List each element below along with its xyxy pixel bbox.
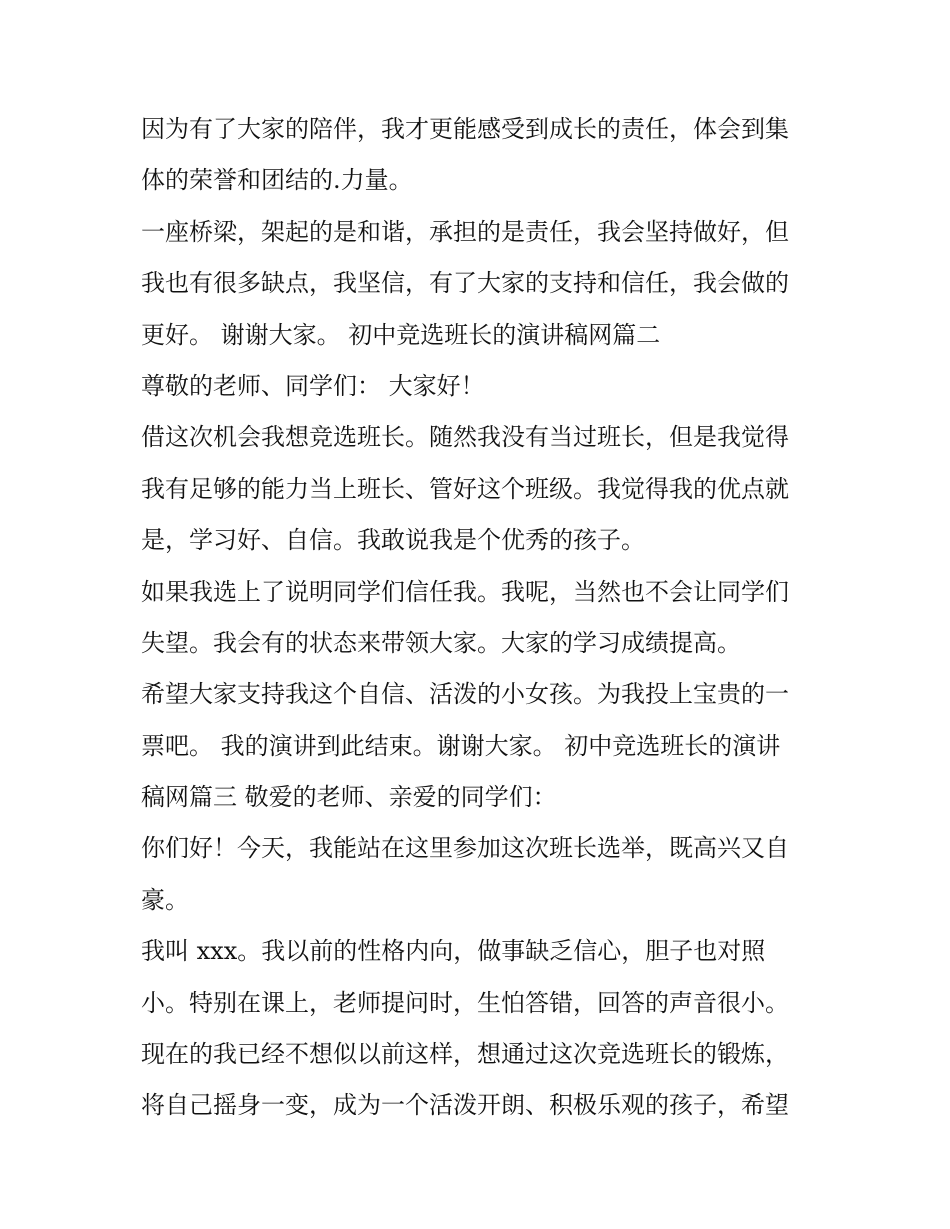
- text-line: 尊敬的老师、同学们： 大家好！: [141, 371, 485, 400]
- text-line: 豪。: [141, 885, 189, 914]
- text-line: 稿网篇三 敬爱的老师、亲爱的同学们：: [141, 783, 557, 812]
- text-line: 你们好！今天，我能站在这里参加这次班长选举，既高兴又自: [141, 834, 789, 863]
- text-line: 小。特别在课上，老师提问时，生怕答错，回答的声音很小。: [141, 988, 789, 1017]
- text-line: 我也有很多缺点，我坚信，有了大家的支持和信任，我会做的: [141, 269, 789, 298]
- text-line: 是，学习好、自信。我敢说我是个优秀的孩子。: [141, 526, 645, 555]
- document-body: [141, 104, 841, 1132]
- text-line: 我叫 xxx。我以前的性格内向，做事缺乏信心，胆子也对照: [141, 937, 766, 966]
- text-line: 现在的我已经不想似以前这样，想通过这次竞选班长的锻炼，: [141, 1040, 789, 1069]
- text-line: 更好。 谢谢大家。 初中竞选班长的演讲稿网篇二: [141, 320, 661, 349]
- text-line: 借这次机会我想竞选班长。随然我没有当过班长，但是我觉得: [141, 423, 789, 452]
- text-line: 希望大家支持我这个自信、活泼的小女孩。为我投上宝贵的一: [141, 680, 789, 709]
- text-line: 票吧。 我的演讲到此结束。谢谢大家。 初中竞选班长的演讲: [141, 731, 781, 760]
- text-line: 我有足够的能力当上班长、管好这个班级。我觉得我的优点就: [141, 474, 789, 503]
- text-line: 失望。我会有的状态来带领大家。大家的学习成绩提高。: [141, 628, 741, 657]
- text-line: 因为有了大家的陪伴，我才更能感受到成长的责任，体会到集: [141, 115, 789, 143]
- text-line: 将自己摇身一变，成为一个活泼开朗、积极乐观的孩子，希望: [141, 1091, 789, 1120]
- text-line: 体的荣誉和团结的.力量。: [141, 166, 413, 195]
- text-line: 一座桥梁，架起的是和谐，承担的是责任，我会坚持做好，但: [141, 217, 789, 246]
- text-line: 如果我选上了说明同学们信任我。我呢，当然也不会让同学们: [141, 577, 789, 606]
